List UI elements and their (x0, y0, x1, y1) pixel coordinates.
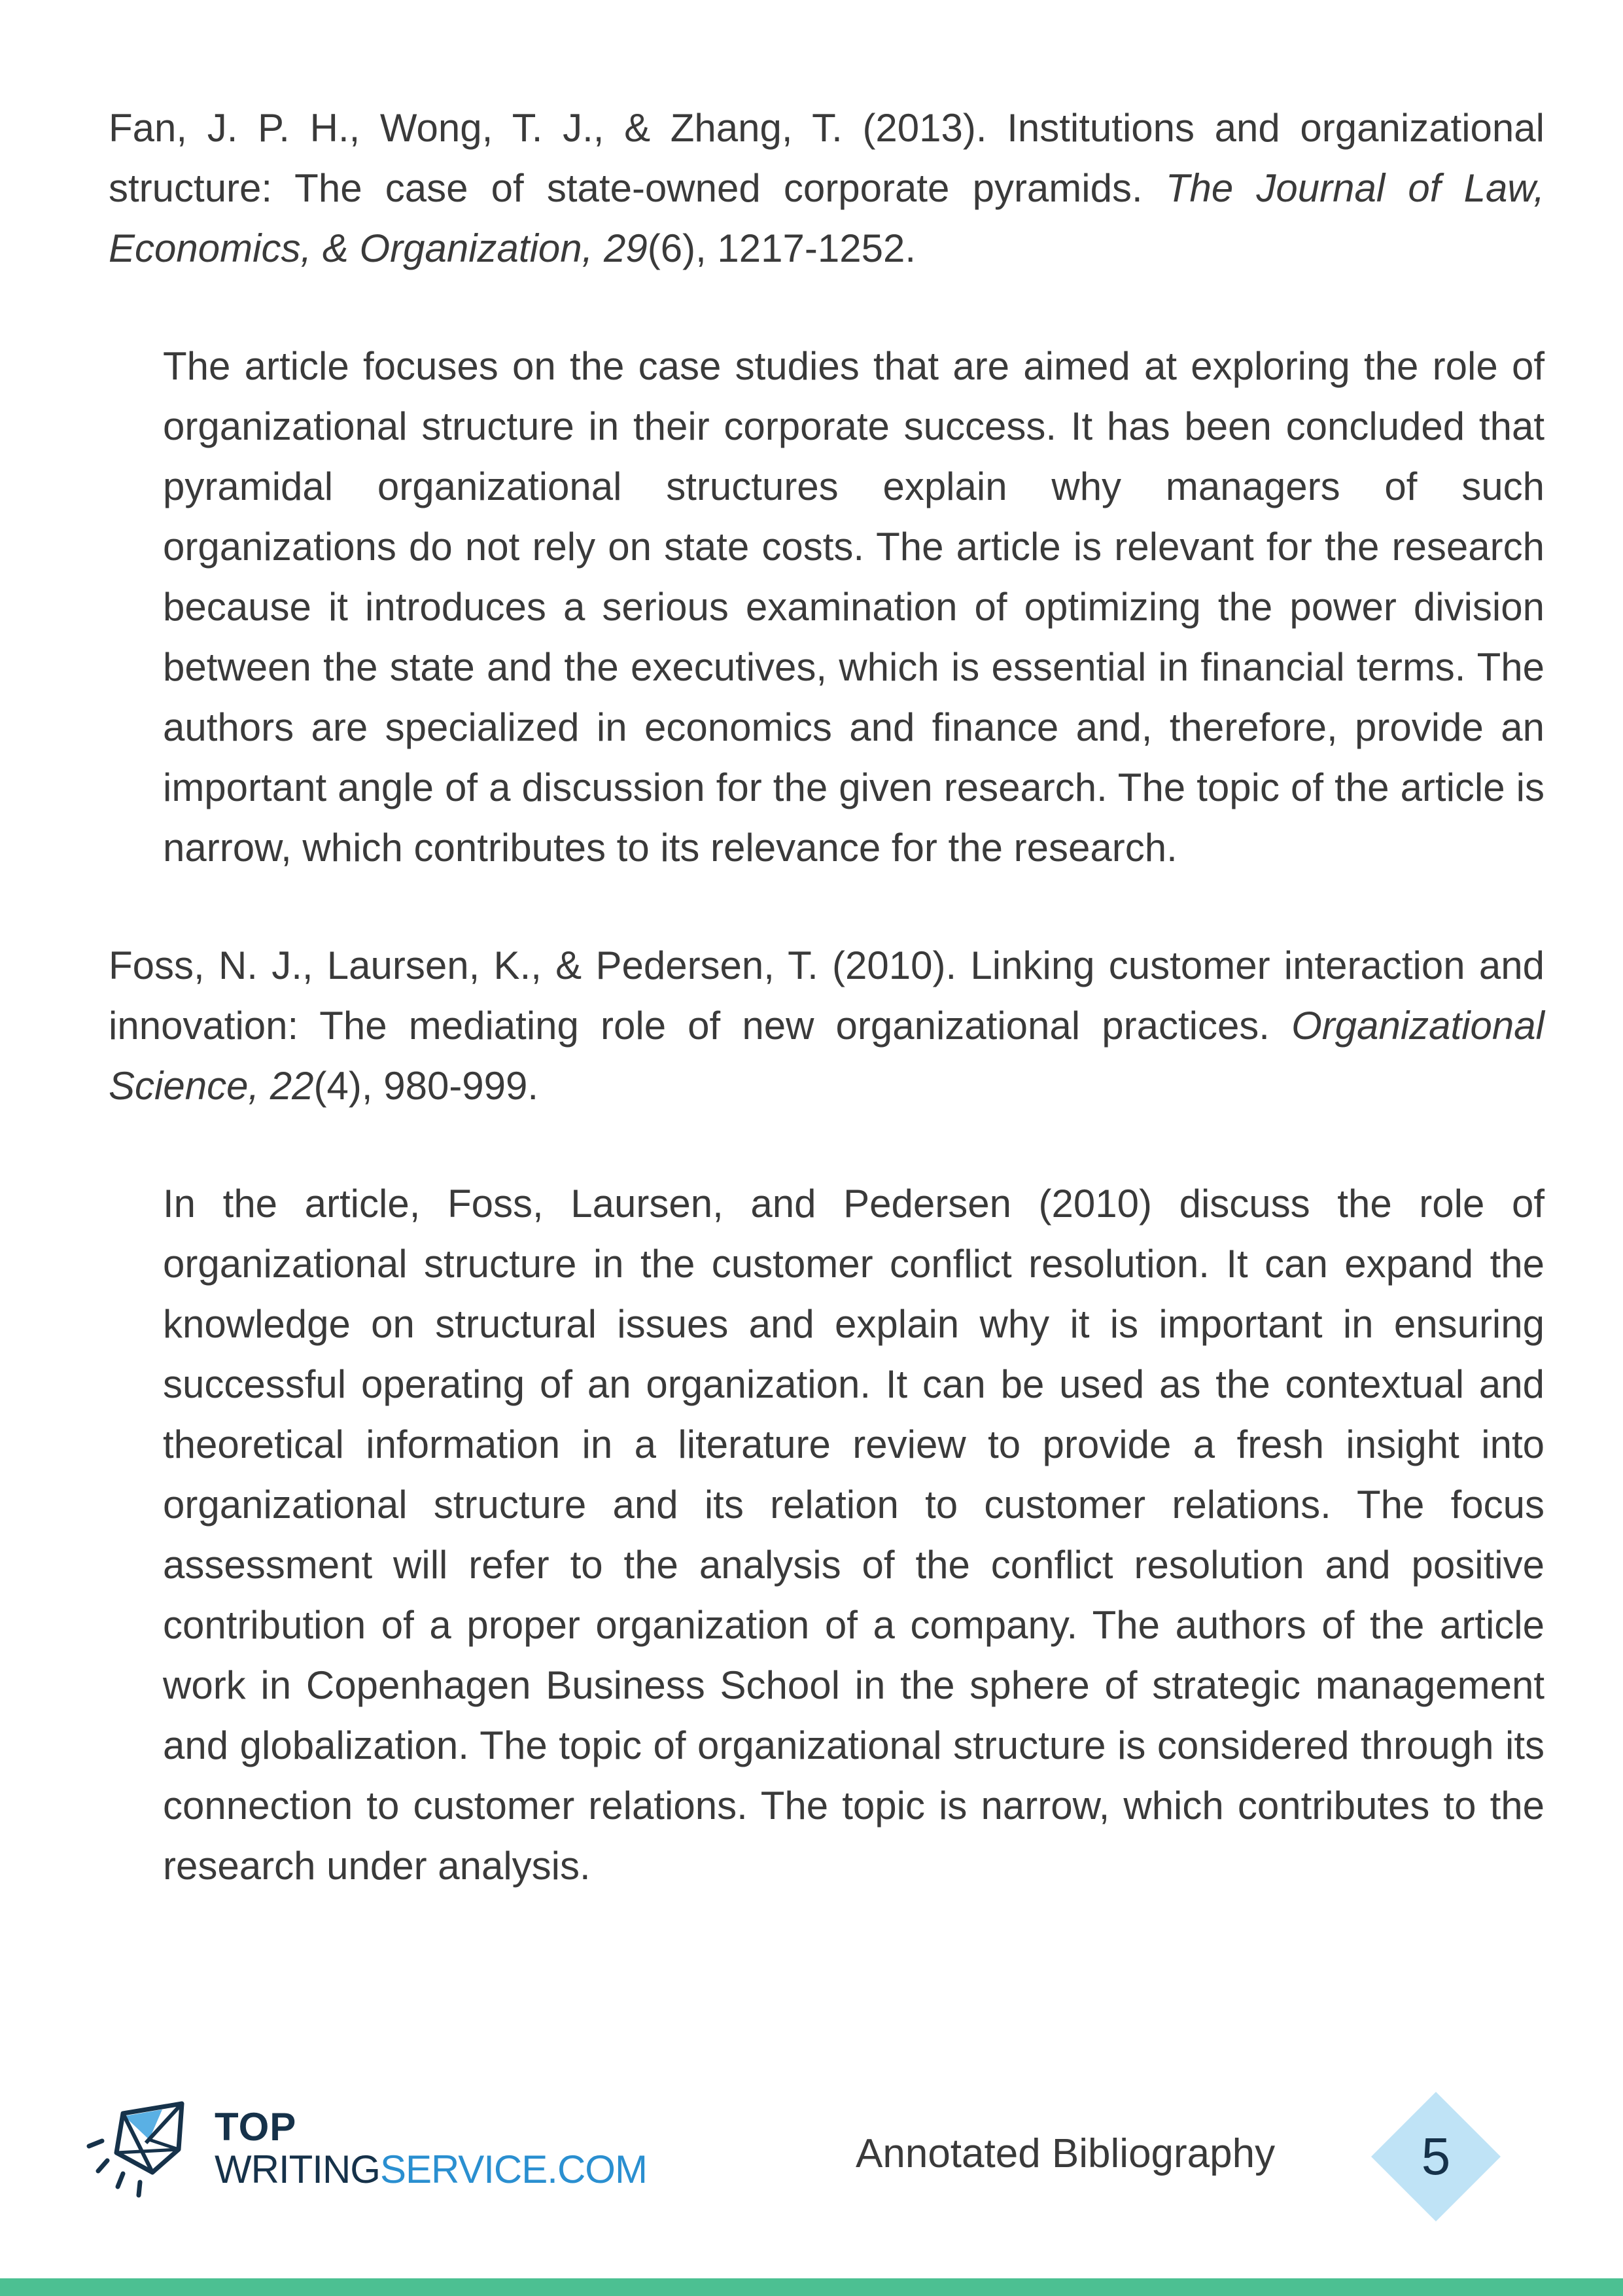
citation-fan-2013 (109, 98, 1544, 279)
citation-text: Fan, J. P. H., Wong, T. J., & Zhang, T. (2013). Institutions and organizational structure: The case of state-owned corporate pyramids. (109, 106, 1544, 210)
citation-pages: (6), 1217-1252. (647, 226, 916, 270)
annotation-fan-2013: The article focuses on the case studies that are aimed at exploring the role of organizational structure in their corporate success. It has been concluded that pyramidal organizational structures explain why managers of such organizations do not rely on state costs. The article is relevant for the research because it introduces a serious examination of optimizing the power division between the state and the executives, which is essential in financial terms. The authors are specialized in economics and finance and, therefore, provide an important angle of a discussion for the given research. The topic of the article is narrow, which contributes to its relevance for the research. (163, 344, 1544, 870)
diamond-logo-icon (84, 2100, 195, 2199)
journal-title: Organizational Science, 22 (109, 1004, 1544, 1108)
page-badge (1370, 2091, 1501, 2222)
bottom-accent-bar (0, 2278, 1623, 2296)
citation-foss-2010 (109, 936, 1544, 1116)
logo-line-bottom (215, 2147, 647, 2192)
page-number: 5 (1421, 2127, 1451, 2185)
bibliography-content (109, 98, 1544, 1954)
journal-title: The Journal of Law, Economics, & Organization, 29 (109, 166, 1545, 270)
citation-text: Foss, N. J., Laursen, K., & Pedersen, T. (2010). Linking customer interaction and innovation: The mediating role of new organizational practices. (109, 944, 1544, 1048)
document-title: Annotated Bibliography (856, 2131, 1276, 2176)
topwritingservice-logo (84, 2100, 672, 2199)
citation-pages: (4), 980-999. (313, 1064, 539, 1108)
logo-service: SERVICE.COM (379, 2147, 647, 2191)
annotation-foss-2010: In the article, Foss, Laursen, and Pedersen (2010) discuss the role of organizational structure in the customer conflict resolution. It can expand the knowledge on structural issues and explain why it is important in ensuring successful operating of an organization. It can be used as the contextual and theoretical information in a literature review to provide a fresh insight into organizational structure and its relation to customer relations. The focus assessment will refer to the analysis of the conflict resolution and positive contribution of a proper organization of a company. The authors of the article work in Copenhagen Business School in the sphere of strategic management and globalization. The topic of organizational structure is considered through its connection to customer relations. The topic is narrow, which contributes to the research under analysis. (163, 1182, 1544, 1888)
logo-wordmark (215, 2107, 647, 2192)
logo-writing: WRITING (215, 2147, 380, 2191)
logo-line-top: TOP (215, 2105, 297, 2149)
